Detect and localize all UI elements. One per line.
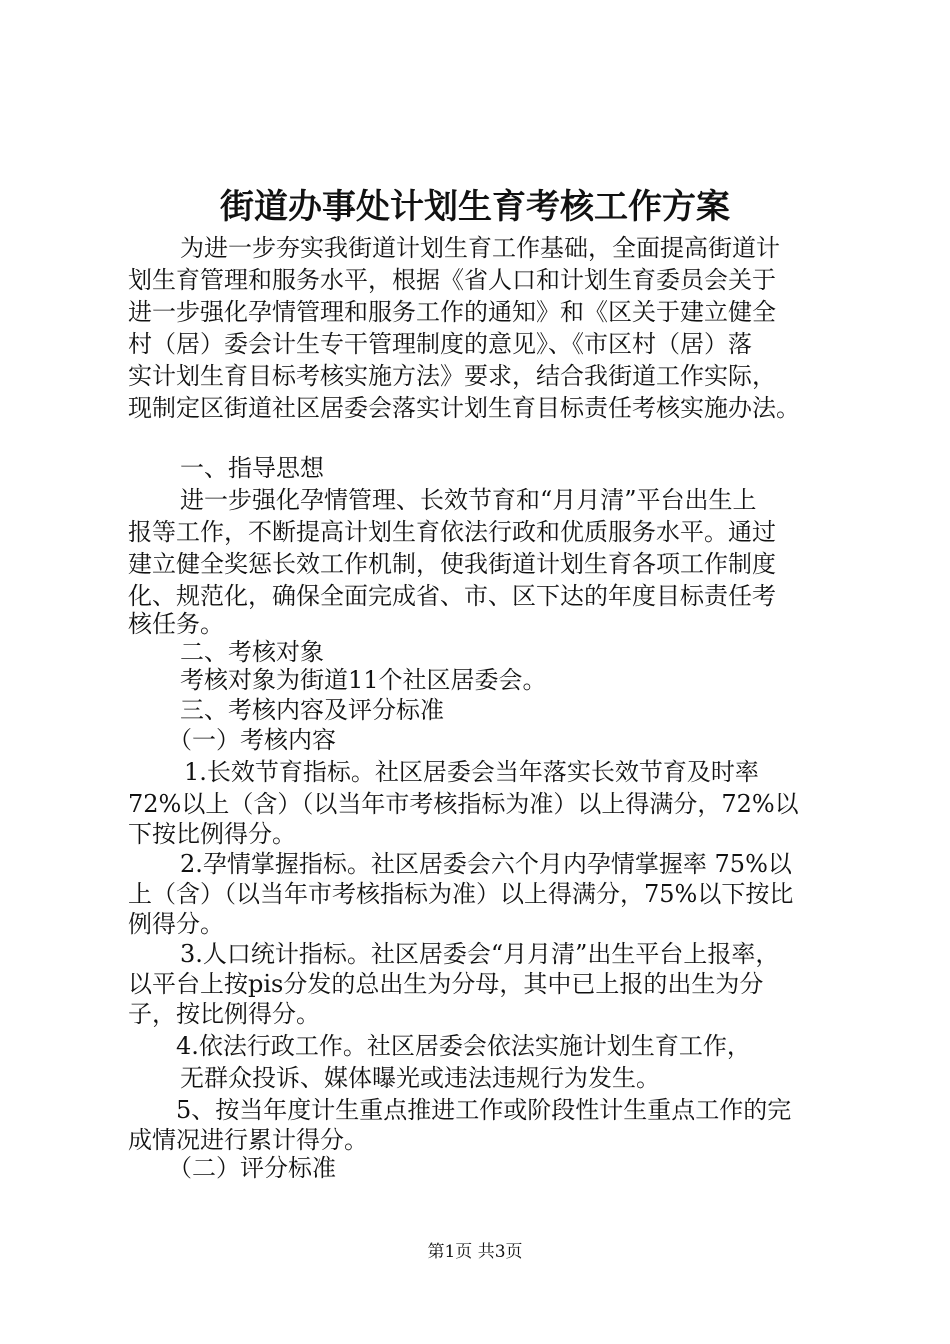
subsection-heading: （一）考核内容 bbox=[168, 726, 336, 754]
paragraph-line: 上（含）（以当年市考核指标为准）以上得满分，75%以下按比 bbox=[128, 880, 794, 908]
document-title: 街道办事处计划生育考核工作方案 bbox=[220, 187, 730, 227]
page-footer: 第1页 共3页 bbox=[427, 1242, 523, 1262]
paragraph-line: 成情况进行累计得分。 bbox=[128, 1126, 368, 1154]
paragraph-line: 4.依法行政工作。社区居委会依法实施计划生育工作， bbox=[176, 1032, 751, 1060]
paragraph-line: 现制定区街道社区居委会落实计划生育目标责任考核实施办法。 bbox=[128, 394, 800, 422]
section-heading: 一、指导思想 bbox=[180, 454, 324, 482]
paragraph-line: 子，按比例得分。 bbox=[128, 1000, 320, 1028]
paragraph-line: 化、规范化，确保全面完成省、市、区下达的年度目标责任考 bbox=[128, 582, 776, 610]
subsection-heading: （二）评分标准 bbox=[168, 1154, 336, 1182]
paragraph-line: 报等工作，不断提高计划生育依法行政和优质服务水平。通过 bbox=[128, 518, 776, 546]
paragraph-line: 建立健全奖惩长效工作机制，使我街道计划生育各项工作制度 bbox=[128, 550, 776, 578]
paragraph-line: 进一步强化孕情管理和服务工作的通知》和《区关于建立健全 bbox=[128, 298, 776, 326]
section-heading: 三、考核内容及评分标准 bbox=[180, 696, 444, 724]
paragraph-line: 实计划生育目标考核实施方法》要求，结合我街道工作实际， bbox=[128, 362, 776, 390]
paragraph-line: 村（居）委会计生专干管理制度的意见》、《市区村（居）落 bbox=[128, 330, 752, 358]
paragraph-line: 1.长效节育指标。社区居委会当年落实长效节育及时率 bbox=[184, 758, 759, 786]
paragraph-line: 进一步强化孕情管理、长效节育和“月月清”平台出生上 bbox=[180, 486, 757, 514]
paragraph-line: 3.人口统计指标。社区居委会“月月清”出生平台上报率， bbox=[180, 940, 780, 968]
paragraph-line: 下按比例得分。 bbox=[128, 820, 296, 848]
paragraph-line: 核任务。 bbox=[128, 610, 224, 638]
paragraph-line: 5、按当年度计生重点推进工作或阶段性计生重点工作的完 bbox=[176, 1096, 792, 1124]
paragraph-line: 2.孕情掌握指标。社区居委会六个月内孕情掌握率 75%以 bbox=[180, 850, 792, 878]
paragraph-line: 以平台上按pis分发的总出生为分母，其中已上报的出生为分 bbox=[128, 970, 764, 998]
section-heading: 二、考核对象 bbox=[180, 638, 324, 666]
paragraph-line: 例得分。 bbox=[128, 910, 224, 938]
paragraph-line: 72%以上（含）（以当年市考核指标为准）以上得满分，72%以 bbox=[128, 790, 799, 818]
paragraph-line: 考核对象为街道11个社区居委会。 bbox=[180, 666, 547, 694]
paragraph-line: 无群众投诉、媒体曝光或违法违规行为发生。 bbox=[180, 1064, 660, 1092]
paragraph-line: 划生育管理和服务水平，根据《省人口和计划生育委员会关于 bbox=[128, 266, 776, 294]
paragraph-line: 为进一步夯实我街道计划生育工作基础，全面提高街道计 bbox=[180, 234, 780, 262]
